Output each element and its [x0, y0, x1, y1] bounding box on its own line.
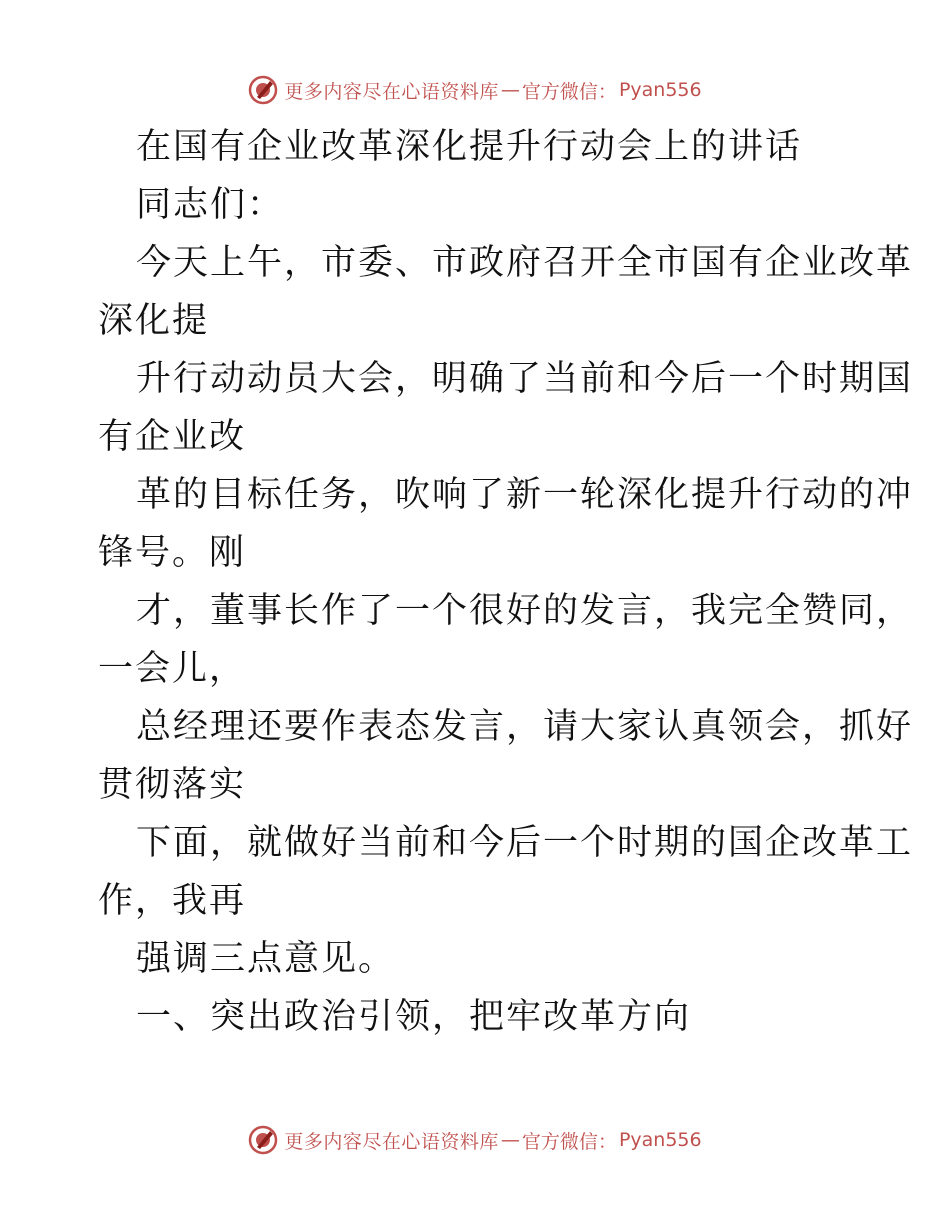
watermark-separator: — — [500, 1129, 520, 1151]
text-line: 贯彻落实 — [98, 765, 247, 805]
text-line: 下面，就做好当前和今后一个时期的国企改革工 — [136, 823, 914, 863]
section-heading: 一、突出政治引领，把牢改革方向 — [136, 997, 692, 1037]
watermark-id: Pyan556 — [618, 79, 702, 101]
greeting-line: 同志们： — [136, 185, 285, 225]
text-line: 革的目标任务，吹响了新一轮深化提升行动的冲 — [136, 475, 914, 515]
text-line: 今天上午，市委、市政府召开全市国有企业改革 — [136, 243, 914, 283]
document-body — [98, 118, 914, 1046]
document-title: 在国有企业改革深化提升行动会上的讲话 — [136, 127, 803, 167]
footer-watermark — [0, 1120, 950, 1160]
watermark-separator: — — [500, 79, 520, 101]
watermark-text: 更多内容尽在心语资料库 — [284, 80, 499, 103]
watermark-id: Pyan556 — [618, 1129, 702, 1151]
text-line: 强调三点意见。 — [136, 939, 396, 979]
watermark-label: 官方微信： — [521, 1130, 617, 1153]
text-line: 深化提 — [98, 301, 210, 341]
watermark-text: 更多内容尽在心语资料库 — [284, 1130, 499, 1153]
text-line: 锋号。刚 — [98, 533, 247, 573]
pen-logo-icon — [248, 1125, 278, 1155]
text-line: 升行动动员大会，明确了当前和今后一个时期国 — [136, 359, 914, 399]
pen-logo-icon — [248, 75, 278, 105]
text-line: 才，董事长作了一个很好的发言，我完全赞同， — [136, 591, 914, 631]
text-line: 总经理还要作表态发言，请大家认真领会，抓好 — [136, 707, 914, 747]
watermark-label: 官方微信： — [521, 80, 617, 103]
text-line: 有企业改 — [98, 417, 247, 457]
text-line: 作，我再 — [98, 881, 247, 921]
text-line: 一会儿， — [98, 649, 247, 689]
header-watermark — [0, 70, 950, 110]
